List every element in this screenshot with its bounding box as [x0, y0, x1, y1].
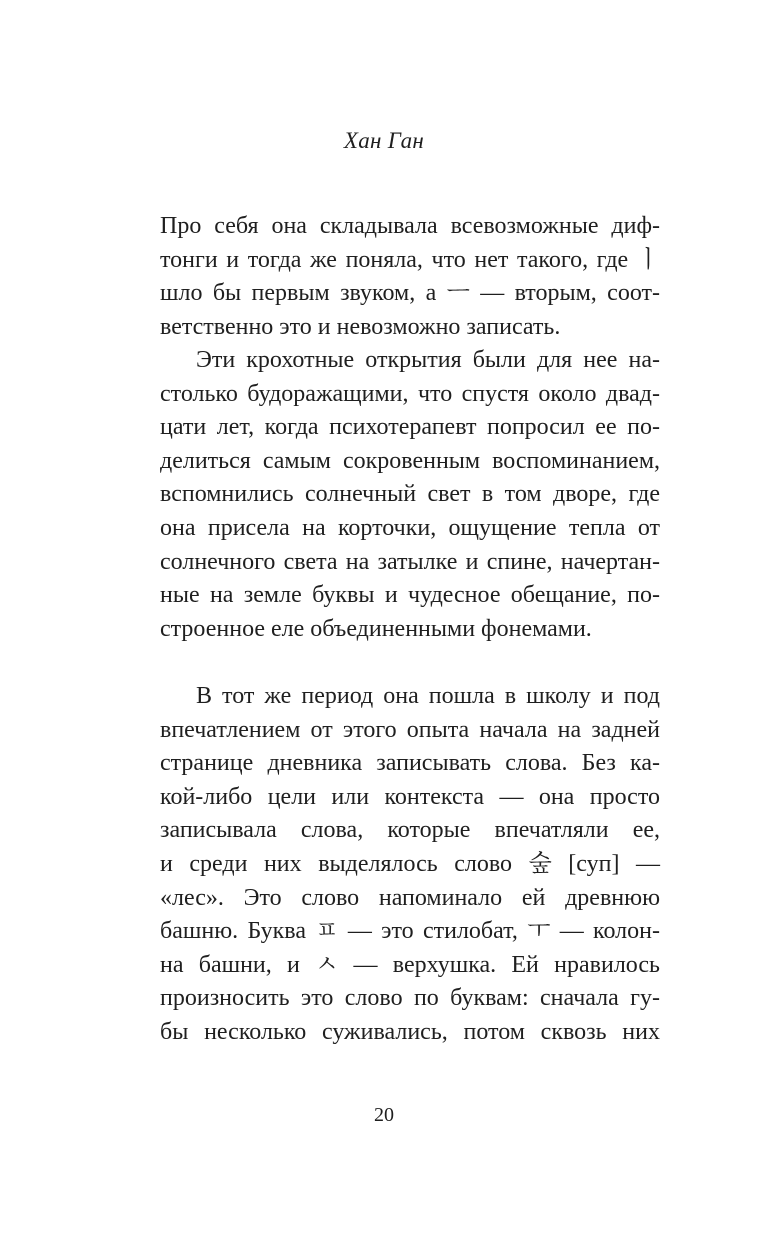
text-line: солнечного света на затылке и спине, начертан- [160, 548, 660, 575]
text-line: произносить это слово по буквам: сначала гу- [160, 985, 660, 1012]
text-line: записывала слова, которые впечатляли ее, [160, 817, 660, 844]
text-line: на башни, и ㅅ — верхушка. Ей нравилось [160, 951, 660, 978]
page-number: 20 [374, 1104, 394, 1126]
text-line: «лес». Это слово напоминало ей древнюю [160, 884, 660, 911]
text-line: башню. Буква ㅍ — это стилобат, ㅜ — колон- [160, 918, 660, 945]
text-line: и среди них выделялось слово 숲 [суп] — [160, 850, 660, 877]
text-line: Про себя она складывала всевозможные диф- [160, 213, 660, 239]
text-line: Эти крохотные открытия были для нее на- [196, 347, 660, 373]
paragraph-2 [160, 344, 660, 646]
text-line: кой-либо цели или контекста — она просто [160, 783, 660, 810]
text-line: В тот же период она пошла в школу и под [196, 683, 660, 709]
text-line: шло бы первым звуком, а ㅡ — вторым, соот- [160, 280, 660, 307]
text-line: вспомнились солнечный свет в том дворе, где [160, 481, 660, 508]
text-line: цати лет, когда психотерапевт попросил ее по- [160, 414, 660, 441]
paragraph-3 [160, 680, 660, 1050]
text-line: странице дневника записывать слова. Без ка- [160, 750, 660, 777]
text-line: ветственно это и невозможно записать. [160, 313, 561, 340]
text-line: строенное еле объединенными фонемами. [160, 615, 592, 642]
text-line: ные на земле буквы и чудесное обещание, по- [160, 582, 660, 609]
text-line: она присела на корточки, ощущение тепла от [160, 514, 660, 541]
text-line: тонги и тогда же поняла, что нет такого, где ㅣ [160, 246, 660, 273]
text-line: столько будоражащими, что спустя около двад- [160, 380, 660, 407]
running-title: Хан Ган [343, 128, 425, 153]
text-line: делиться самым сокровенным воспоминанием, [160, 447, 660, 474]
text-line: впечатлением от этого опыта начала на задней [160, 716, 660, 743]
paragraph-1 [160, 210, 660, 344]
text-line: бы несколько суживались, потом сквозь них [160, 1018, 660, 1045]
